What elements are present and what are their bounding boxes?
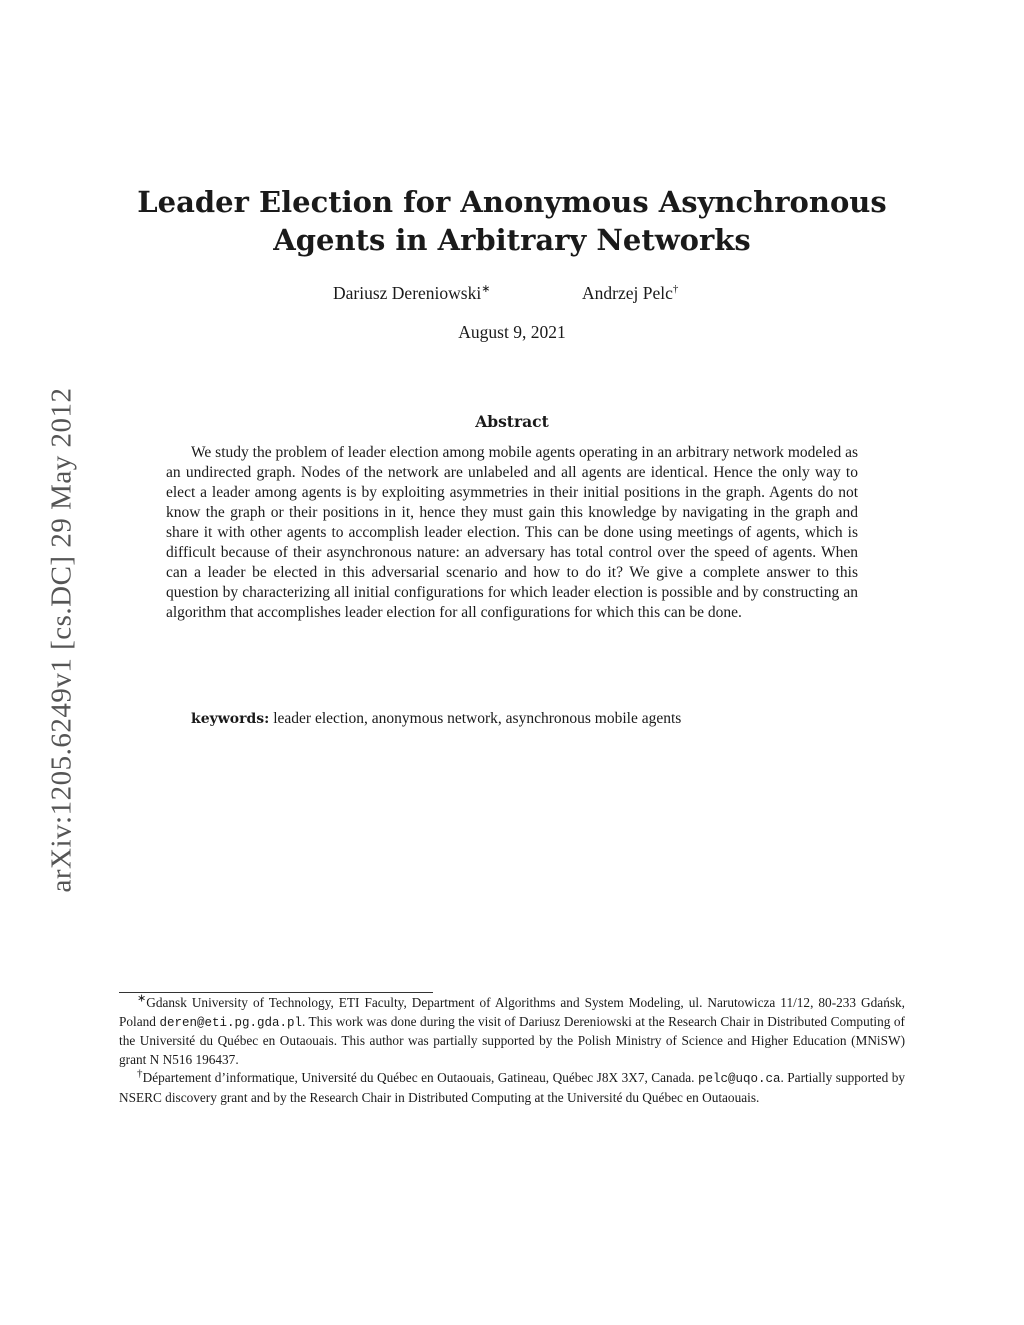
footnote-2-email[interactable]: pelc@uqo.ca [697, 1072, 781, 1087]
footnote-1-text-cont: . This work was done during the visit of Dariusz Dereniowski at the Research Chair in Distributed Computing of the Université du Québec en Outaouais. This author was partially supported by the Polish Ministry of Science and Higher Education (MNiSW) grant N N516 196437. [119, 1013, 905, 1067]
paper-title: Leader Election for Anonymous Asynchronous Agents in Arbitrary Networks [137, 185, 887, 257]
abstract-heading: Abstract [475, 412, 549, 431]
footnote-2-text: Département d’informatique, Université du Québec en Outaouais, Gatineau, Québec J8X 3X7, Canada. [142, 1070, 698, 1086]
author-2-name: Andrzej Pelc [582, 283, 673, 303]
footnote-2-mark: † [137, 1067, 143, 1080]
author-2-mark: † [672, 283, 679, 296]
footnote-1 [119, 994, 905, 1069]
keywords-text: leader election, anonymous network, asynchronous mobile agents [273, 710, 682, 727]
author-2 [582, 283, 678, 304]
footnote-1-email[interactable]: deren@eti.pg.gda.pl [159, 1015, 302, 1030]
paper-date: August 9, 2021 [458, 322, 566, 342]
footnote-1-mark: ∗ [137, 992, 147, 1005]
keywords-label: keywords: [191, 711, 270, 727]
author-1-mark: ∗ [481, 283, 491, 296]
author-1-name: Dariusz Dereniowski [333, 283, 482, 303]
footnote-1-text: Gdansk University of Technology, ETI Faculty, Department of Algorithms and System Modeling, ul. Narutowicza 11/12, 80-233 Gdańsk, Poland [119, 995, 905, 1029]
footnote-divider [119, 992, 433, 993]
arxiv-identifier: arXiv:1205.6249v1 [cs.DC] 29 May 2012 [45, 387, 78, 893]
author-1 [333, 283, 490, 304]
keywords [191, 710, 681, 728]
footnote-2 [119, 1069, 905, 1107]
footnotes [119, 994, 905, 1108]
abstract-text: We study the problem of leader election among mobile agents operating in an arbitrary network modeled as an undirected graph. Nodes of the network are unlabeled and all agents are identical. Hence the only way to elect a leader among agents is by exploiting asymmetries in their initial positions in the graph. Agents do not know the graph or their positions in it, hence they must gain this knowledge by navigating in the graph and share it with other agents to accomplish leader election. This can be done using meetings of agents, which is difficult because of their asynchronous nature: an adversary has total control over the speed of agents. When can a leader be elected in this adversarial scenario and how to do it? We give a complete answer to this question by characterizing all initial configurations for which leader election is possible and by constructing an algorithm that accomplishes leader election for all configurations for which this can be done. [166, 444, 858, 621]
footnote-2-text-cont: . Partially supported by NSERC discovery grant and by the Research Chair in Distributed Computing at the Université du Québec en Outaouais. [119, 1070, 906, 1105]
